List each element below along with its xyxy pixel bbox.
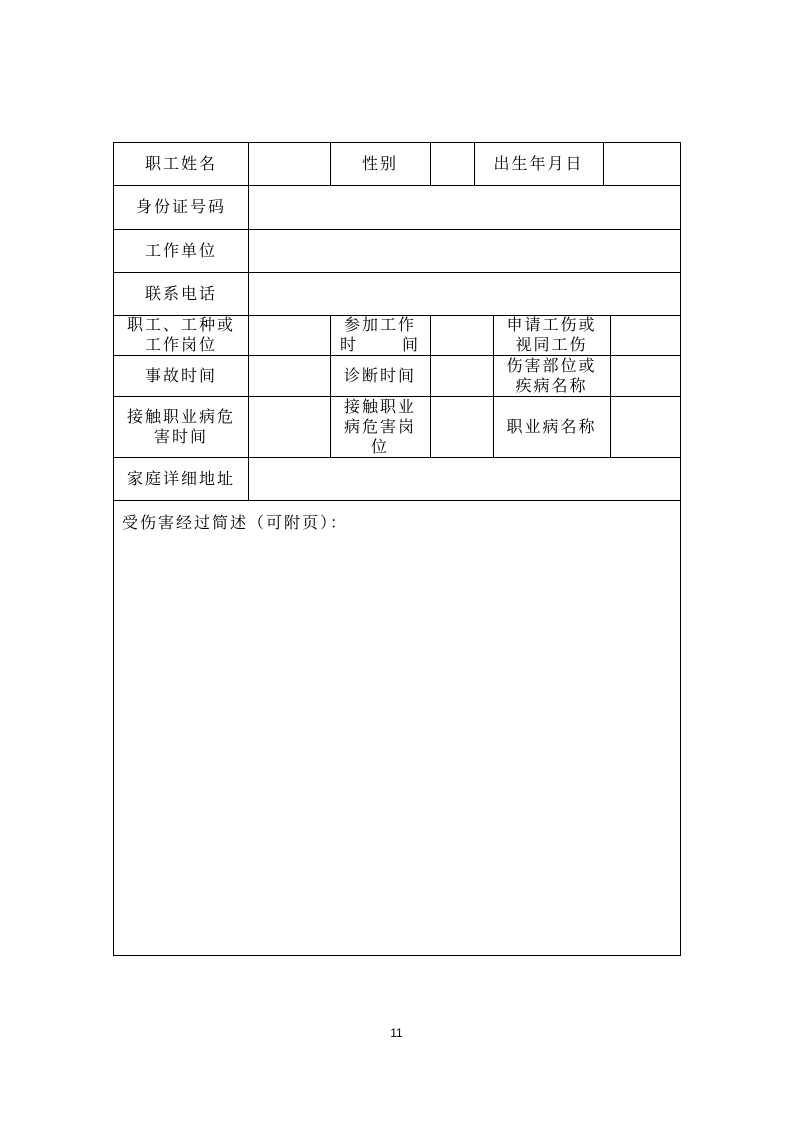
occupational-disease-field[interactable]: [610, 396, 682, 457]
exposure-time-label-line2: 害时间: [153, 426, 208, 446]
claim-type-label-line1: 申请工伤或: [506, 315, 597, 334]
birth-date-field[interactable]: [603, 143, 682, 185]
exposure-time-label: [114, 396, 248, 457]
home-address-label: 家庭详细地址: [126, 468, 235, 488]
claim-type-label: [493, 315, 610, 355]
job-post-field[interactable]: [248, 315, 330, 355]
exposure-post-label-line3: 位: [370, 436, 389, 456]
exposure-post-label: [330, 396, 430, 457]
employer-label: 工作单位: [144, 240, 217, 260]
accident-time-label: 事故时间: [144, 365, 217, 385]
injury-form-table: [113, 142, 681, 956]
employee-name-label: 职工姓名: [144, 154, 217, 173]
id-number-field[interactable]: [248, 185, 682, 229]
work-start-label-line1: 参加工作: [343, 315, 416, 334]
work-start-label-char: 时: [340, 335, 359, 354]
exposure-post-field[interactable]: [430, 396, 493, 457]
home-address-field[interactable]: [248, 457, 682, 500]
work-start-label-line2: [340, 335, 420, 355]
claim-type-field[interactable]: [610, 315, 682, 355]
birth-date-label: 出生年月日: [493, 154, 584, 173]
claim-type-label-line2: 视同工伤: [515, 335, 588, 354]
injury-site-label-line2: 疾病名称: [515, 375, 588, 395]
job-post-label: [114, 315, 248, 355]
diagnosis-time-field[interactable]: [430, 355, 493, 396]
gender-label: 性别: [361, 154, 398, 173]
occupational-disease-label: 职业病名称: [506, 416, 597, 436]
diagnosis-time-label: 诊断时间: [343, 365, 416, 385]
id-number-label: 身份证号码: [135, 197, 226, 216]
employer-field[interactable]: [248, 229, 682, 272]
injury-site-label-line1: 伤害部位或: [506, 355, 597, 375]
injury-description-area[interactable]: [114, 500, 680, 955]
work-start-label: [330, 315, 430, 355]
exposure-time-field[interactable]: [248, 396, 330, 457]
employee-name-field[interactable]: [248, 143, 330, 185]
exposure-time-label-line1: 接触职业病危: [126, 406, 235, 426]
injury-site-field[interactable]: [610, 355, 682, 396]
accident-time-field[interactable]: [248, 355, 330, 396]
gender-field[interactable]: [430, 143, 474, 185]
work-start-label-char: 间: [401, 335, 420, 354]
exposure-post-label-line2: 病危害岗: [343, 416, 416, 436]
exposure-post-label-line1: 接触职业: [343, 396, 416, 416]
injury-site-label: [493, 355, 610, 396]
job-post-label-line2: 工作岗位: [144, 335, 217, 354]
job-post-label-line1: 职工、工种或: [126, 315, 235, 334]
phone-label: 联系电话: [144, 283, 217, 303]
page-number: 11: [390, 1026, 403, 1040]
work-start-field[interactable]: [430, 315, 493, 355]
injury-description-label: 受伤害经过简述（可附页）：: [122, 513, 349, 532]
phone-field[interactable]: [248, 272, 682, 315]
